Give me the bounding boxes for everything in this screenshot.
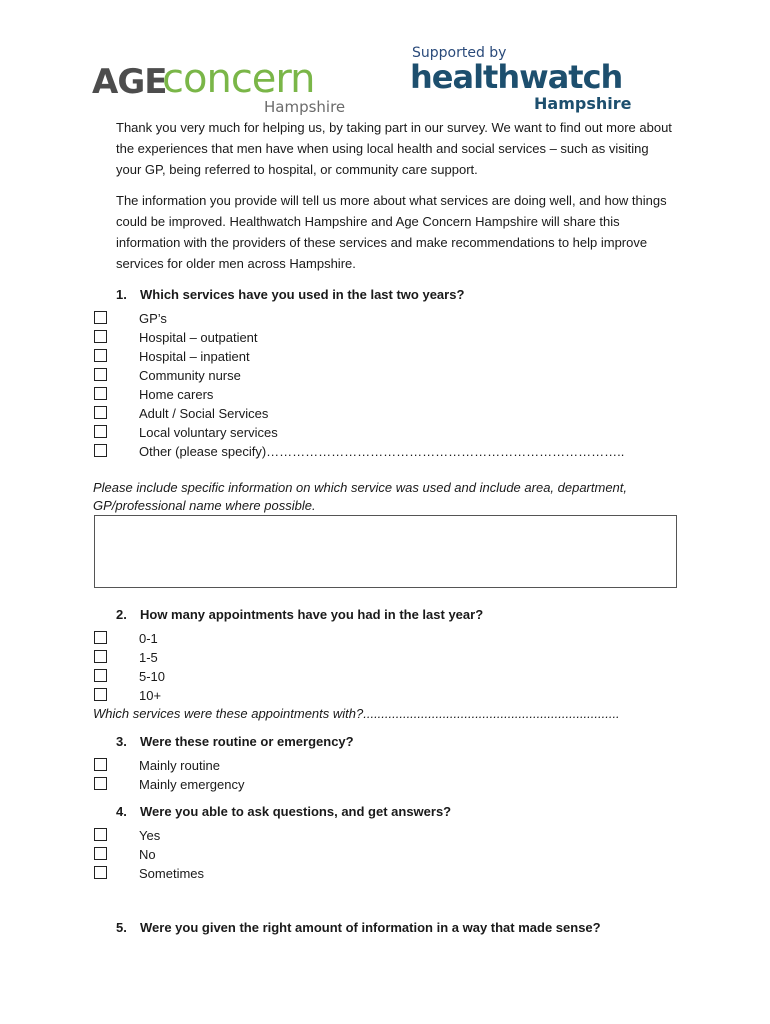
question-4 [116,803,451,821]
appointments-services-line: Which services were these appointments with?....................................................................... [93,706,620,721]
option-sometimes[interactable] [94,864,204,883]
checkbox[interactable] [94,444,107,457]
question-number: 5. [116,920,127,935]
question-number: 2. [116,607,127,622]
option-no[interactable] [94,845,156,864]
healthwatch-supported-by: Supported by [412,45,507,61]
age-concern-logo [92,56,354,118]
question-number: 4. [116,804,127,819]
question-1 [116,286,464,304]
option-label: Home carers [139,387,214,402]
option-label: 0-1 [139,631,158,646]
option-0-1[interactable] [94,629,158,648]
checkbox[interactable] [94,688,107,701]
intro-paragraph-2: The information you provide will tell us more about what services are doing well, and how things could be improved. Healthwatch Hampshire and Age Concern Hampshire will share this information with the providers of these services and make recommendations to help improve services for older men across Hampshire. [116,193,667,271]
checkbox[interactable] [94,828,107,841]
option-label: No [139,847,156,862]
checkbox[interactable] [94,866,107,879]
question-text: Were these routine or emergency? [140,734,354,749]
option-mainly-routine[interactable] [94,756,220,775]
q1-note: Please include specific information on which service was used and include area, department, GP/professional name where possible. [93,480,628,513]
option-label: Adult / Social Services [139,406,269,421]
option-yes[interactable] [94,826,160,845]
option-home-carers[interactable] [94,385,213,404]
age-concern-logo-age: AGE [92,62,167,102]
question-5 [116,919,601,937]
intro-paragraph-1: Thank you very much for helping us, by taking part in our survey. We want to find out more about the experiences that men have when using local health and social services – such as visiting your GP, being referred to hospital, or community care support. [116,120,672,177]
option-label: Hospital – inpatient [139,349,250,364]
checkbox[interactable] [94,847,107,860]
option-label: Mainly emergency [139,777,245,792]
healthwatch-logo-name: healthwatch [410,58,623,96]
option-label: Mainly routine [139,758,220,773]
option-community-nurse[interactable] [94,366,241,385]
question-text: How many appointments have you had in the last year? [140,607,484,622]
option-label: GP’s [139,311,167,326]
option-label: Community nurse [139,368,241,383]
question-2 [116,606,483,624]
option-label: Local voluntary services [139,425,278,440]
checkbox[interactable] [94,368,107,381]
checkbox[interactable] [94,387,107,400]
question-text: Were you given the right amount of information in a way that made sense? [140,920,601,935]
checkbox[interactable] [94,650,107,663]
question-number: 3. [116,734,127,749]
checkbox[interactable] [94,406,107,419]
checkbox[interactable] [94,631,107,644]
checkbox[interactable] [94,349,107,362]
option-label: 5-10 [139,669,166,684]
option-mainly-emergency[interactable] [94,775,245,794]
option-label: 10+ [139,688,162,703]
checkbox[interactable] [94,777,107,790]
option-local-voluntary-services[interactable] [94,423,278,442]
age-concern-logo-region: Hampshire [264,98,346,116]
option-label: Yes [139,828,161,843]
option-label: Hospital – outpatient [139,330,258,345]
question-text: Were you able to ask questions, and get answers? [140,804,452,819]
option-label: 1-5 [139,650,158,665]
option-hospital-inpatient[interactable] [94,347,250,366]
option-label: Other (please specify)……………………………………………………………………….. [139,444,625,459]
age-concern-logo-concern: concern [162,56,315,102]
question-text: Which services have you used in the last two years? [140,287,465,302]
checkbox[interactable] [94,330,107,343]
option-gps[interactable] [94,309,167,328]
checkbox[interactable] [94,758,107,771]
option-other[interactable] [94,442,624,461]
option-label: Sometimes [139,866,205,881]
healthwatch-logo [410,44,645,116]
option-5-10[interactable] [94,667,165,686]
option-hospital-outpatient[interactable] [94,328,258,347]
checkbox[interactable] [94,311,107,324]
option-1-5[interactable] [94,648,158,667]
checkbox[interactable] [94,425,107,438]
option-adult-social-services[interactable] [94,404,268,423]
checkbox[interactable] [94,669,107,682]
option-10-plus[interactable] [94,686,161,705]
healthwatch-logo-region: Hampshire [534,94,632,113]
question-number: 1. [116,287,127,302]
question-3 [116,733,354,751]
service-details-textbox[interactable] [94,515,677,588]
